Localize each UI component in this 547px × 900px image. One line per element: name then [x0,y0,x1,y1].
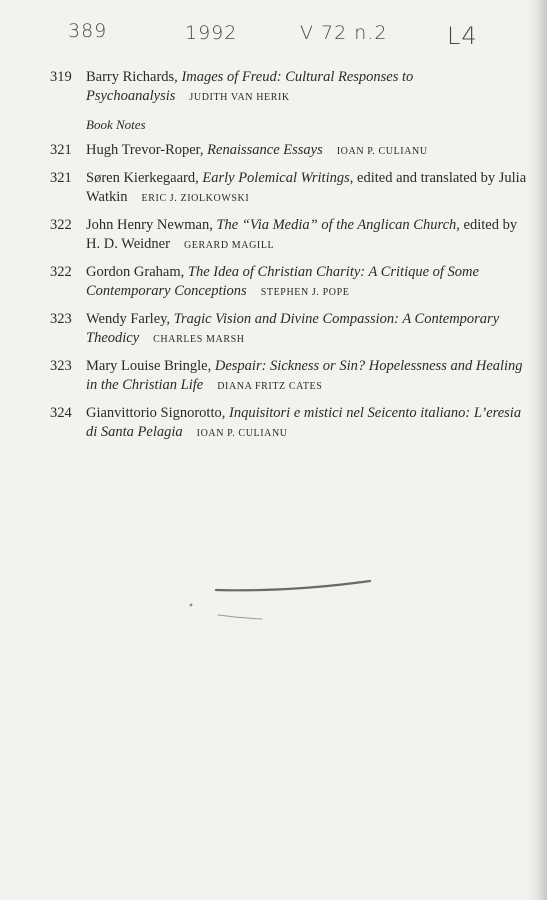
page-number: 321 [50,170,72,186]
entry-reviewer: IOAN P. CULIANU [336,146,428,157]
page-number: 324 [50,405,72,421]
entry-author: John Henry Newman, [86,217,217,233]
entry-author: Søren Kierkegaard, [86,170,203,186]
entry-author: Wendy Farley, [86,311,174,327]
entry-reviewer: STEPHEN J. POPE [260,287,350,298]
entry-reviewer: GERARD MAGILL [183,240,275,251]
entry-reviewer: CHARLES MARSH [153,334,245,345]
entry-title: Early Polemical Writings [202,170,350,186]
handwritten-note: 389 [68,20,108,42]
pencil-stroke [216,581,370,590]
entry-author: Gordon Graham, [86,264,188,280]
entry-title: Inquisitori e mistici nel Seicento italiano: L’eresia di Santa Pelagia [86,405,522,440]
entry-title: Images of Freud: Cultural Responses to Psychoanalysis [86,69,414,104]
entry-title: The “Via Media” of the Anglican Church, [216,217,460,233]
section-heading: Book Notes [86,117,146,132]
page-edge-shadow [527,0,547,900]
entry-author: Barry Richards, [86,69,182,85]
entry-reviewer: IOAN P. CULIANU [196,428,288,439]
entry-title: Tragic Vision and Divine Compassion: A Contemporary Theodicy [86,311,500,346]
page-number: 323 [50,358,72,374]
toc-entry [50,404,530,443]
book-notes-list [50,141,530,443]
toc-entry [50,310,530,349]
entry-reviewer: JUDITH VAN HERIK [189,92,290,103]
page-number: 322 [50,217,72,233]
entry-author: Mary Louise Bringle, [86,358,215,374]
handwritten-annotations [0,14,547,54]
toc-entry [50,263,530,302]
page-number: 319 [50,69,72,85]
toc-entry [50,169,530,208]
entry-author: Gianvittorio Signorotto, [86,405,229,421]
toc-entry [50,68,530,107]
toc-entry [50,216,530,255]
toc-entry [50,357,530,396]
entry-title: Renaissance Essays [207,142,323,158]
entry-author: Hugh Trevor-Roper, [86,142,208,158]
toc-entry [50,141,530,161]
handwritten-note: L4 [447,22,478,50]
table-of-contents [50,68,530,451]
entry-details: , edited and translated by Julia Watkin [86,170,527,205]
entry-details: edited by H. D. Weidner [86,217,518,252]
pencil-stroke-faint [218,615,262,619]
entry-reviewer: DIANA FRITZ CATES [217,381,323,392]
page-number: 321 [50,142,72,158]
handwritten-note: 1992 [185,22,238,44]
handwritten-note: V 72 n.2 [300,22,388,44]
pencil-dot [190,604,193,607]
pencil-mark [0,570,547,630]
entry-title: The Idea of Christian Charity: A Critique of Some Contemporary Conceptions [86,264,479,299]
page-number: 322 [50,264,72,280]
page-number: 323 [50,311,72,327]
entry-reviewer: ERIC J. ZIOLKOWSKI [141,193,250,204]
entry-title: Despair: Sickness or Sin? Hopelessness and Healing in the Christian Life [86,358,523,393]
